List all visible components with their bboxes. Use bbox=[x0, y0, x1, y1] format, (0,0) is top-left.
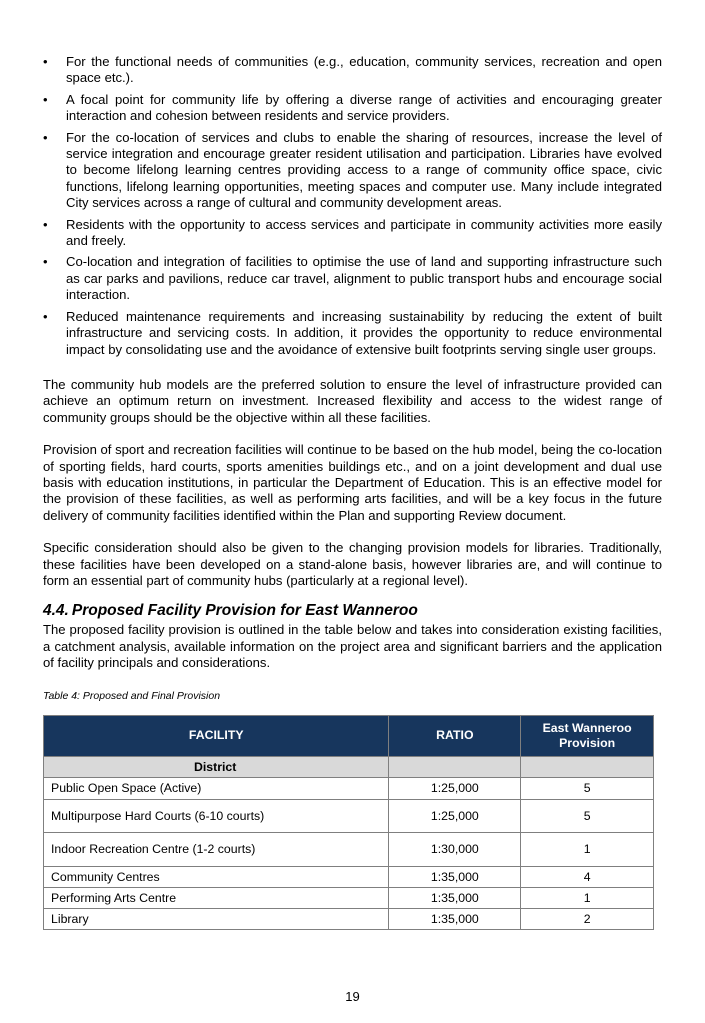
cell-facility: Indoor Recreation Centre (1-2 courts) bbox=[44, 832, 389, 866]
cell-facility: Public Open Space (Active) bbox=[44, 777, 389, 799]
bullet-icon: • bbox=[43, 54, 48, 69]
list-item bbox=[43, 54, 662, 87]
section-intro: The proposed facility provision is outlined in the table below and takes into consideration existing facilities, a catchment analysis, available information on the project area and significant barriers and the application of facility principals and considerations. bbox=[43, 622, 662, 671]
cell-provision: 4 bbox=[521, 866, 654, 887]
bullet-text: Co-location and integration of facilities to optimise the use of land and supporting infrastructure such as car parks and pavilions, reduce car travel, alignment to public transport hubs and encourage social interaction. bbox=[66, 254, 662, 303]
table-caption: Table 4: Proposed and Final Provision bbox=[43, 689, 221, 702]
header-facility: FACILITY bbox=[44, 715, 389, 756]
cell-ratio: 1:35,000 bbox=[389, 866, 521, 887]
bullet-icon: • bbox=[43, 129, 48, 145]
bullet-icon: • bbox=[43, 216, 48, 232]
cell-facility: Library bbox=[44, 908, 389, 929]
list-item bbox=[43, 130, 662, 212]
bullet-icon: • bbox=[43, 91, 48, 107]
list-item bbox=[43, 92, 662, 125]
bullet-text: Reduced maintenance requirements and increasing sustainability by reducing the extent of built infrastructure and servicing costs. In addition, it provides the opportunity to reduce environmental impact by consolidating use and the avoidance of extensive built footprints serving single user groups. bbox=[66, 308, 662, 357]
page-number: 19 bbox=[345, 989, 360, 1004]
section-heading bbox=[43, 601, 662, 620]
bullet-icon: • bbox=[43, 254, 48, 270]
cell-provision: 1 bbox=[521, 887, 654, 908]
list-item bbox=[43, 217, 662, 250]
cell-provision: 5 bbox=[521, 777, 654, 799]
bullet-text: For the co-location of services and clubs to enable the sharing of resources, increase the level of service integration and encourage greater resident utilisation and participation. Libraries have evolved to become lifelong learning centres providing access to a range of community office space, civic functions, lifelong learning opportunities, meeting spaces and computer use. Many include integrated City services across a range of cultural and community development areas. bbox=[66, 129, 662, 211]
bullet-text: For the functional needs of communities (e.g., education, community services, recreation and open space etc.). bbox=[66, 54, 662, 86]
table-header-row bbox=[44, 715, 654, 756]
paragraph-libraries: Specific consideration should also be given to the changing provision models for libraries. Traditionally, these facilities have been developed on a stand-alone basis, however libraries are, and will continue to form an essential part of community hubs (particularly at a regional level). bbox=[43, 540, 662, 588]
cell-provision: 2 bbox=[521, 908, 654, 929]
section-title: Proposed Facility Provision for East Wanneroo bbox=[71, 602, 418, 620]
document-page bbox=[43, 54, 662, 930]
cell-ratio: 1:35,000 bbox=[389, 908, 521, 929]
list-item bbox=[43, 309, 662, 358]
cell-provision: 1 bbox=[521, 832, 654, 866]
table-row bbox=[44, 799, 654, 832]
header-ratio: RATIO bbox=[389, 715, 521, 756]
table-row bbox=[44, 887, 654, 908]
cell-ratio: 1:25,000 bbox=[389, 777, 521, 799]
cell-facility: Multipurpose Hard Courts (6-10 courts) bbox=[44, 799, 389, 832]
list-item bbox=[43, 254, 662, 303]
bullet-icon: • bbox=[43, 308, 48, 324]
paragraph-sport-recreation: Provision of sport and recreation facilities will continue to be based on the hub model, being the co-location of sporting fields, hard courts, sports amenities buildings etc., and on a joint development and dual use basis with education institutions, in particular the Department of Education. This is an effective model for the provision of these facilities, as well as performing arts facilities, and will be a key focus in the future delivery of community facilities identified within the Plan and supporting Review document. bbox=[43, 442, 662, 523]
bullet-list bbox=[43, 54, 662, 358]
section-number: 4.4. bbox=[43, 602, 69, 620]
cell-facility: Community Centres bbox=[44, 866, 389, 887]
cell-ratio: 1:30,000 bbox=[389, 832, 521, 866]
provision-table bbox=[43, 715, 654, 930]
table-row bbox=[44, 866, 654, 887]
cell-facility: Performing Arts Centre bbox=[44, 887, 389, 908]
table-group-row bbox=[44, 756, 654, 777]
paragraph-hub-models: The community hub models are the preferred solution to ensure the level of infrastructure provided can achieve an optimum return on investment. Increased flexibility and access to the widest range of community groups should be the objective within all these facilities. bbox=[43, 376, 662, 425]
table-row bbox=[44, 832, 654, 866]
bullet-text: A focal point for community life by offering a diverse range of activities and encouraging greater interaction and cohesion between residents and service providers. bbox=[66, 91, 662, 124]
bullet-text: Residents with the opportunity to access services and participate in community activities more easily and freely. bbox=[66, 216, 662, 249]
header-provision: East Wanneroo Provision bbox=[521, 715, 654, 756]
cell-ratio: 1:25,000 bbox=[389, 799, 521, 832]
table-row bbox=[44, 908, 654, 929]
cell-provision: 5 bbox=[521, 799, 654, 832]
table-row bbox=[44, 777, 654, 799]
group-label: District bbox=[44, 756, 389, 777]
cell-ratio: 1:35,000 bbox=[389, 887, 521, 908]
